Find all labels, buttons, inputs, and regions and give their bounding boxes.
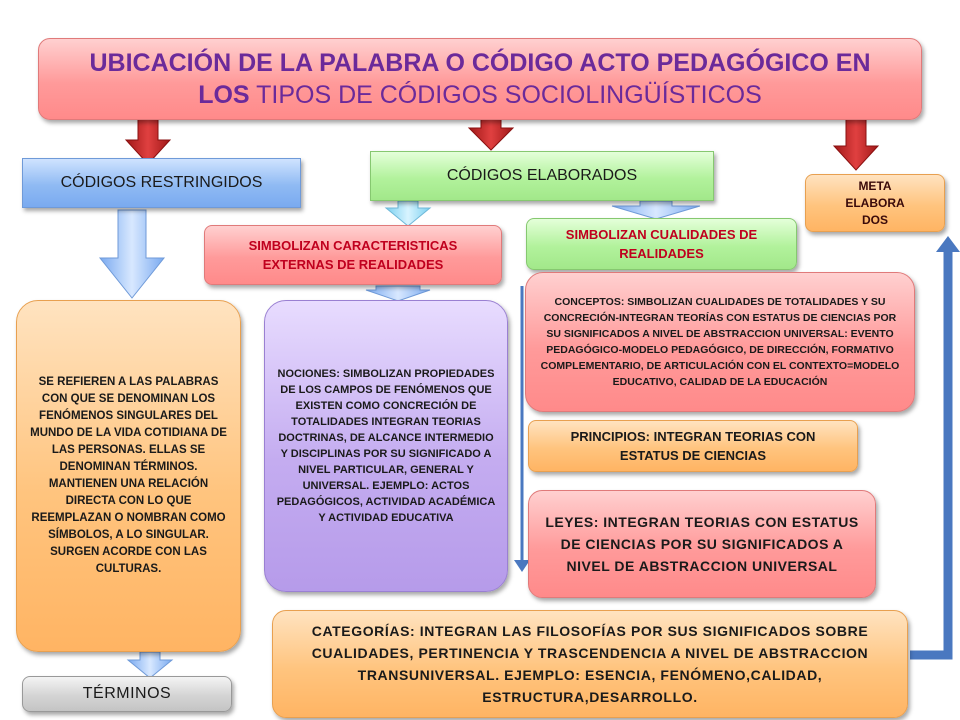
simbolizan-cualidades-box	[526, 218, 797, 270]
arrow-elaborated-to-cualidades	[612, 201, 700, 219]
meta-elaborados-label: META ELABORA DOS	[845, 178, 905, 227]
principios-text: PRINCIPIOS: INTEGRAN TEORIAS CON ESTATUS DE CIENCIAS	[570, 429, 816, 463]
codigos-restringidos-box	[22, 158, 301, 208]
arrow-refieren-to-terminos	[128, 652, 172, 678]
arrow-title-to-restricted	[126, 114, 170, 164]
categorias-text: CATEGORÍAS: INTEGRAN LAS FILOSOFÍAS POR SUS SIGNIFICADOS SOBRE CUALIDADES, PERTINENCIA Y TRASCENDENCIA A NIVEL DE ABSTRACCION TRANSUNIVERSAL. EJEMPLO: ESENCIA, FENÓMENO,CALIDAD, ESTRUCTURA,DESARROLLO.	[311, 623, 869, 705]
simbolizan-cualidades-label: SIMBOLIZAN CUALIDADES DE REALIDADES	[565, 227, 758, 261]
nociones-text: NOCIONES: SIMBOLIZAN PROPIEDADES DE LOS CAMPOS DE FENÓMENOS QUE EXISTEN COMO CONCRECIÓN DE TOTALIDADES INTEGRAN TEORIAS DOCTRINAS, DE ALCANCE INTERMEDIO Y DISCIPLINAS POR SU SIGNIFICADO A NIVEL PARTICULAR, GENERAL Y UNIVERSAL. EJEMPLO: ACTOS PEDAGÓGICOS, ACTIVIDAD ACADÉMICA Y ACTIVIDAD EDUCATIVA	[276, 368, 496, 524]
arrow-restricted-to-refieren	[100, 210, 164, 298]
simbolizan-externas-label: SIMBOLIZAN CARACTERISTICAS EXTERNAS DE REALIDADES	[248, 238, 458, 272]
title-line-2-part-2: TIPOS DE CÓDIGOS SOCIOLINGÜÍSTICOS	[249, 81, 762, 109]
conceptos-text: CONCEPTOS: SIMBOLIZAN CUALIDADES DE TOTALIDADES Y SU CONCRECIÓN-INTEGRAN TEORÍAS CON ESTATUS DE CIENCIAS POR SU SIGNIFICADOS A NIVEL DE ABSTRACCION UNIVERSAL: EVENTO PEDAGÓGICO-MODELO PEDAGÓGICO, DE DIRECCIÓN, FORMATIVO COMPLEMENTARIO, DE ARTICULACIÓN CON EL CONTEXTO=MODELO EDUCATIVO, CALIDAD DE LA EDUCACIÓN	[540, 296, 900, 388]
leyes-text: LEYES: INTEGRAN TEORIAS CON ESTATUS DE CIENCIAS POR SU SIGNIFICADOS A NIVEL DE ABSTRACCION UNIVERSAL	[545, 514, 859, 574]
refieren-box	[16, 300, 241, 652]
codigos-restringidos-label: CÓDIGOS RESTRINGIDOS	[60, 174, 263, 191]
categorias-box	[272, 610, 908, 718]
principios-box	[528, 420, 858, 472]
arrow-title-to-elaborated	[469, 118, 513, 150]
arrow-title-to-meta	[834, 118, 878, 170]
codigos-elaborados-label: CÓDIGOS ELABORADOS	[446, 167, 638, 184]
codigos-elaborados-box	[370, 151, 714, 201]
leyes-box	[528, 490, 876, 598]
main-title	[38, 38, 922, 120]
refieren-text: SE REFIEREN A LAS PALABRAS CON QUE SE DENOMINAN LOS FENÓMENOS SINGULARES DEL MUNDO DE LA VIDA COTIDIANA DE LAS PERSONAS. ELLAS SE DENOMINAN TÉRMINOS. MANTIENEN UNA RELACIÓN DIRECTA CON LO QUE REEMPLAZAN O NOMBRAN COMO SÍMBOLOS, A LO SINGULAR. SURGEN ACORDE CON LAS CULTURAS.	[30, 376, 227, 575]
arrow-elaborated-to-externas	[386, 201, 430, 226]
title-line-2-part-1: LOS	[198, 81, 250, 109]
arrow-externas-to-nociones	[366, 286, 430, 301]
terminos-label: TÉRMINOS	[82, 685, 172, 702]
terminos-box	[22, 676, 232, 712]
title-line-1: UBICACIÓN DE LA PALABRA O CÓDIGO ACTO PEDAGÓGICO EN	[89, 49, 871, 77]
nociones-box	[264, 300, 508, 592]
conceptos-box	[525, 272, 915, 412]
simbolizan-externas-box	[204, 225, 502, 285]
meta-elaborados-box	[805, 174, 945, 232]
